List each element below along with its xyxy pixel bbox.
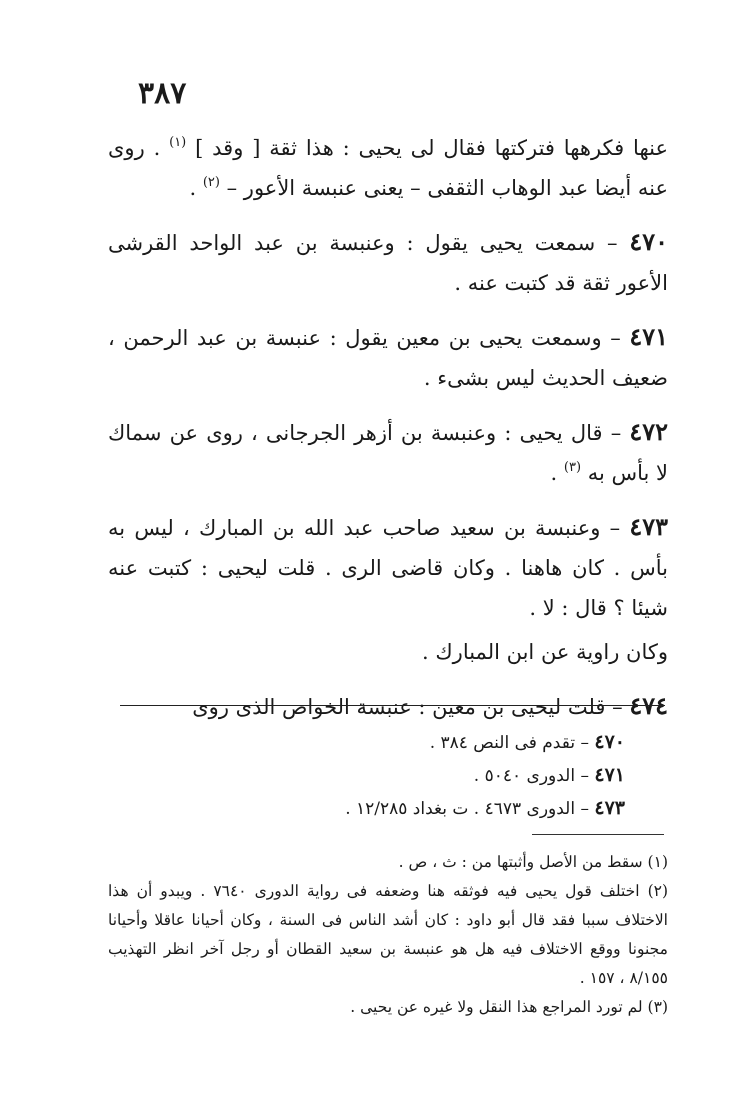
- entry-dash: –: [595, 231, 630, 255]
- note-number: ٤٧٠: [594, 731, 625, 753]
- entry-text: قلت ليحيى بن معين : عنبسة الخواص الذى روى: [192, 695, 606, 719]
- intro-paragraph: [108, 128, 668, 208]
- entry-text: وسمعت يحيى بن معين يقول : عنبسة بن عبد الرحمن ، ضعيف الحديث ليس بشىء .: [108, 326, 668, 390]
- extra-line: وكان راوية عن ابن المبارك .: [422, 640, 668, 664]
- entry-tail: .: [550, 461, 564, 485]
- note-number: ٤٧٣: [594, 797, 625, 819]
- footnote-ref-3: (٣): [563, 460, 582, 475]
- entry-473: [108, 507, 668, 628]
- intro-text-b: . روى عنه أيضا عبد الوهاب الثقفى – يعنى عنبسة الأعور –: [108, 136, 668, 200]
- entry-number: ٤٧٢: [629, 417, 668, 446]
- notes-divider: [120, 705, 665, 706]
- entry-dash: –: [602, 421, 630, 445]
- entry-dash: –: [601, 326, 630, 350]
- note-number: ٤٧١: [594, 764, 625, 786]
- entry-dash: –: [600, 516, 630, 540]
- entry-number: ٤٧١: [629, 322, 668, 351]
- note-text: – الدورى ٥٠٤٠ .: [473, 766, 595, 786]
- source-note-471: [240, 759, 625, 792]
- note-text: – تقدم فى النص ٣٨٤ .: [429, 733, 595, 753]
- footnote-1: [108, 848, 668, 877]
- footnote-text: لم تورد المراجع هذا النقل ولا غيره عن يحيى .: [350, 998, 648, 1016]
- entry-dash: –: [605, 695, 630, 719]
- source-notes: [240, 726, 625, 825]
- footnote-ref-1: (١): [169, 135, 187, 150]
- intro-text-c: .: [189, 176, 203, 200]
- page-number: ٣٨٧: [138, 76, 187, 111]
- footnotes: [108, 848, 668, 1022]
- entry-text: قال يحيى : وعنبسة بن أزهر الجرجانى ، روى عن سماك لا بأس به: [108, 421, 668, 485]
- entry-472: [108, 412, 668, 493]
- main-text: [108, 128, 668, 741]
- entry-number: ٤٧٣: [629, 512, 668, 541]
- footnote-3: [108, 993, 668, 1022]
- footnote-number: (٢): [647, 882, 669, 900]
- entry-number: ٤٧٠: [629, 227, 668, 256]
- entry-text: سمعت يحيى يقول : وعنبسة بن عبد الواحد القرشى الأعور ثقة قد كتبت عنه .: [108, 231, 668, 295]
- footnote-number: (١): [647, 853, 668, 871]
- footnote-text: سقط من الأصل وأثبتها من : ث ، ص .: [398, 853, 648, 871]
- footnote-text: اختلف قول يحيى فيه فوثقه هنا وضعفه فى رواية الدورى ٧٦٤٠ . ويبدو أن هذا الاختلاف سببا فقد قال أبو داود : كان أشد الناس فى السنة ، وكان أحيانا عاقلا وأحيانا مجنونا ووقع الاختلاف فيه هل هو عنبسة بن سعيد القطان أو رجل آخر انظر التهذيب ٨/١٥٥ ، ١٥٧ .: [108, 882, 668, 987]
- entry-number: ٤٧٤: [629, 691, 668, 720]
- entry-471: [108, 317, 668, 398]
- intro-text-a: عنها فكرهها فتركتها فقال لى يحيى : هذا ثقة [ وقد ]: [186, 136, 668, 160]
- source-note-473: [240, 792, 625, 825]
- entry-470: [108, 222, 668, 303]
- footnote-number: (٣): [647, 998, 668, 1016]
- entry-474: [108, 686, 668, 727]
- footnote-2: [108, 877, 668, 993]
- footnotes-divider: [532, 834, 664, 835]
- entry-text: وعنبسة بن سعيد صاحب عبد الله بن المبارك ، ليس به بأس . كان هاهنا . وكان قاضى الرى . قلت ليحيى : كتبت عنه شيئا ؟ قال : لا .: [108, 516, 668, 620]
- source-note-470: [240, 726, 625, 759]
- footnote-ref-2: (٢): [202, 175, 220, 190]
- note-text: – الدورى ٤٦٧٣ . ت بغداد ١٢/٢٨٥ .: [345, 799, 595, 819]
